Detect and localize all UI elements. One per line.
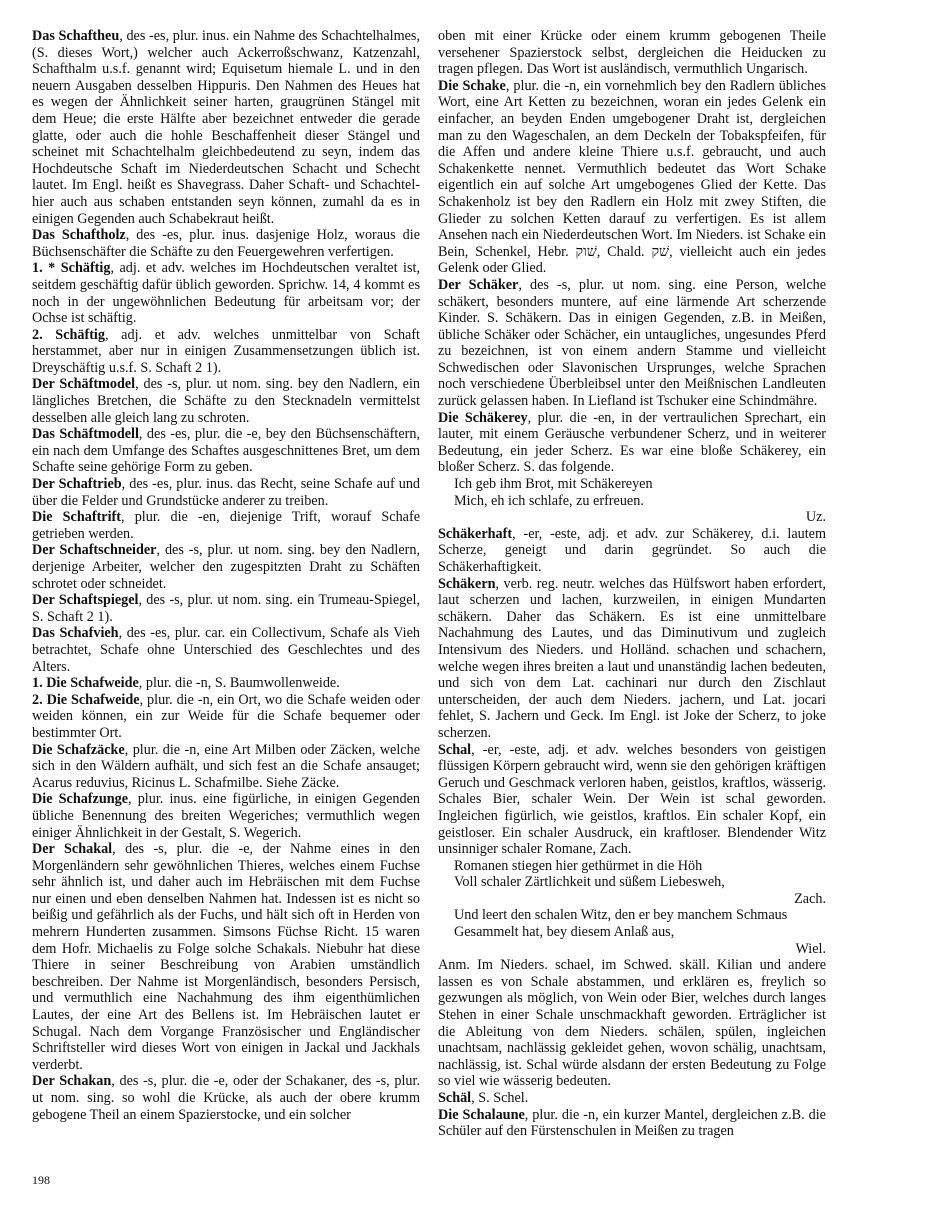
headword: 1. * Schäftig [32,260,111,277]
dictionary-entry [32,625,420,675]
dictionary-entry [32,426,420,476]
dictionary-entry [32,28,420,227]
headword: Das Schäftmodell [32,426,139,443]
definition: , des -s, plur. ut nom. sing. ein Trumeau-Spiegel, S. Schaft 2 1). [32,592,421,625]
definition: , plur. inus. eine figürliche, in einigen Gegenden übliche Benennung des breiten Wegeriches; vermuthlich wegen einiger Ähnlichkeit in der Gestalt, S. Wegerich. [32,791,420,841]
definition: , -er, -este, adj. et adv. welches besonders von geistigen flüssigen Körpern gebraucht wird, wenn sie den gehörigen kräftigen Geruch und Geschmack verloren haben, geistlos, kraftlos, wässerig. Schales Bier, schaler Wein. Der Wein ist schal geworden. Ingleichen figürlich, wie geistlos, kraftlos. Ein schaler Kopf, ein geistloser. Ein schaler Ausdruck, ein kraftloser. Blendender Witz unsinniger schaler Romane, Zach. [438,741,826,858]
definition: , des -s, plur. die -e, der Nahme eines in den Morgenländern sehr gewöhnlichen Thieres, welches einem Fuchse sehr ähnlich ist, und daher auch im Hebräischen mit dem Fuchse nur einen und eben denselben Nahmen hat. Indessen ist es nicht so beißig und gefährlich als der Fuchs, und hält sich oft in Herden von mehrern Hunderten zusammen. Simsons Füchse Richt. 15 waren dem Hofr. Michaelis zu Folge solche Schakals. Niebuhr hat diese Thiere in seiner Beschreibung von Arabien umständlich beschreiben. Der Nahme ist Morgenländisch, besonders Persisch, und vermuthlich eine Nachahmung des ihm eigenthümlichen Lautes, der eine Art des Bellens ist. Im Hebräischen lautet er Schugal. Nach dem Vorgange Französischer und Engländischer Schriftsteller wird dieses Wort von einigen in Jackal und Jackhals verderbt. [32,841,420,1073]
headword: Schal [438,741,472,758]
definition: , S. Schel. [471,1090,529,1106]
headword: Die Schalaune [438,1106,525,1123]
definition: , plur. die -n, eine Art Milben oder Zäcken, welche sich in den Wäldern aufhält, und sich fest an die Schafe ansauget; Acarus reduvius, Ricinus L. Schafmilbe. Siehe Zäcke. [32,741,420,791]
dictionary-entry [32,841,420,1073]
verse-line: Ich geb ihm Brot, mit Schäkereyen [454,476,653,493]
definition: , des -s, plur. ut nom. sing. eine Person, welche schäkert, besonders muntere, auf eine lärmende Art scherzende Kinder. S. Schäkern. Das in einigen Gegenden, z.B. in Meißen, übliche Schäker oder Schächer, ein untaugliches, ungesundes Pferd zu bezeichnen, ist von einem andern Stamme und vielleicht Schwedischen oder Slavonischen Ursprunges, welche Sprachen noch verschiedene Überbleibsel unter den Meißnischen Landleuten zurück gelassen haben. In Liefland ist Tschuker eine Schindmähre. [438,276,827,410]
headword: Schäkerhaft [438,525,513,542]
dictionary-entry [32,260,420,326]
headword: Der Schaftschneider [32,542,157,559]
definition: , des -es, plur. inus. dasjenige Holz, woraus die Büchsenschäfter die Schäfte zu den Feuergewehren verfertigen. [32,227,420,260]
dictionary-entry [438,277,826,410]
headword: Schäkern [438,575,496,592]
annotation-note: Anm. Im Nieders. schael, im Schwed. skäll. Kilian und andere lassen es von Schale abstammen, und erklären es, freylich so gezwungen als möglich, von Wein oder Bier, welches durch langes Stehen in einer Schale unschmackhaft geworden. Erträglicher ist die Ableitung von dem Nieders. schälen, spülen, ingleichen unachtsam, nachlässig gekleidet gehen, wovon schälig, unachtsam, nachlässig, ist. Schal würde alsdann der ersten Bedeutung zu Folge so viel wie wässerig bedeuten. [438,957,826,1090]
dictionary-entry [32,476,420,509]
definition: , des -s, plur. die -e, oder der Schakaner, des -s, plur. ut nom. sing. so wohl die Krücke, als auch der obere krumm gebogene Theil an einem Spazierstocke, und ein solcher [32,1073,420,1123]
headword: Das Schaftholz [32,227,126,244]
verse-line: Und leert den schalen Witz, den er bey manchem Schmaus [454,907,788,924]
left-column [32,28,420,1123]
definition: , adj. et adv. welches im Hochdeutschen veraltet ist, seitdem geschäftig dafür üblich geworden. Sprichw. 14, 4 kommt es noch in der ungewöhnlichen Bedeutung für arbeitsam vor; der Ochse ist schäftig. [32,260,420,327]
headword: Das Schaftheu [32,28,120,44]
definition: , plur. die -n, S. Baumwollenweide. [138,675,340,692]
dictionary-entry [32,791,420,841]
dictionary-entry [32,542,420,592]
dictionary-entry [32,592,420,625]
definition: , des -es, plur. car. ein Collectivum, Schafe als Vieh betrachtet, Schafe ohne Unterschied des Geschlechtes und des Alters. [32,625,420,675]
definition: , des -s, plur. ut nom. sing. bey den Nadlern, ein längliches Bretchen, die Schäfte zu den Stecknadeln vermittelst desselben alle gleich lang zu schroten. [32,376,420,426]
dictionary-entry [32,1073,420,1123]
definition: , plur. die -en, diejenige Trift, worauf Schafe getrieben werden. [32,509,420,542]
dictionary-entry [32,509,420,542]
right-column [438,28,826,1140]
dictionary-entry [32,227,420,260]
dictionary-entry [438,526,826,576]
definition: , des -es, plur. inus. ein Nahme des Schachtelhalmes, (S. dieses Wort,) welcher auch Ackerroßschwanz, Katzenzahl, Schafthalm u.s.f. genannt wird; Equisetum hiemale L. und in den neuern Ausgaben desselben Hippuris. Den Nahmen des Heues hat es wegen der Ähnlichkeit seiner harten, graugrünen Stängel mit dem Heue; die erste Hälfte aber bezeichnet entweder die gerade glatte, oder auch die hohle Beschaffenheit dieser Stängel und scheinet mit Schachtelhalm gleichbedeutend zu seyn, indem das Hochdeutsche Schaft im Niederdeutschen Schacht und Schecht lautet. Im Engl. heißt es Shavegrass. Daher Schaft- und Schachtel- hier auch aus schaben entstanden seyn können, zumahl da es in einigen Gegenden auch Schabekraut heißt. [32,28,420,227]
dictionary-entry [32,675,420,692]
headword: Der Schakal [32,841,113,858]
definition: , des -es, plur. inus. das Recht, seine Schafe auf und über die Felder und Grundstücke anderer zu treiben. [32,476,421,509]
definition: , plur. die -n, ein Ort, wo die Schafe weiden oder weiden können, ein zur Weide für die Schafe bequemer oder bestimmter Ort. [32,691,420,741]
verse-line: Voll schaler Zärtlichkeit und süßem Liebesweh, [454,874,725,891]
verse-line: Gesammelt hat, bey diesem Anlaß aus, [454,924,675,941]
headword: 2. Schäftig [32,326,105,343]
definition: , verb. reg. neutr. welches das Hülfswort haben erfordert, laut scherzen und lachen, kurzweilen, in einigen Mundarten schäkern. Daher das Schäkern. Es ist eine unmittelbare Nachahmung des Lautes, und das Diminutivum und zugleich Intensivum des Nieders. und Holländ. schachen und schachern, welche wegen ihres breiten a laut und unanständig lachen bedeuten, und sich von dem Lat. cachinari nur durch den Zischlaut unterscheiden, der auch dem Nieders. jachern, und Lat. jocari fehlet, S. Jachern und Geck. Im Engl. ist Joke der Scherz, to joke scherzen. [438,575,826,741]
dictionary-entry [32,327,420,377]
quote-attribution: Zach. [794,890,826,907]
headword: Die Schafzunge [32,791,128,808]
headword: Die Schaftrift [32,509,121,526]
verse-line: Mich, eh ich schlafe, zu erfreuen. [454,492,644,509]
headword: Der Schäker [438,276,519,293]
quote-attribution: Wiel. [795,940,826,957]
headword: Der Schaftspiegel [32,592,139,609]
headword: Schäl [438,1090,472,1106]
dictionary-entry [438,410,826,476]
definition: , plur. die -n, ein vornehmlich bey den Radlern übliches Wort, eine Art Ketten zu bezeichnen, woran ein jedes Gelenk ein einfacher, an beyden Enden umgebogener Draht ist, dergleichen man zu den Wageschalen, an dem Deckeln der Tobakspfeifen, für die Affen und andere kleine Thiere u.s.f. gebraucht, und auch Schakenkette nennet. Vermuthlich bedeutet das Wort Schake eigentlich ein auf solche Art umgebogenes Glied der Kette. Das Schakenholz ist bey den Radlern ein Holz mit zwey Stiften, die Glieder zu solchen Ketten darauf zu verfertigen. Es ist allem Ansehen nach ein Niederdeutschen Wort. Im Nieders. ist Schake ein Bein, Schenkel, Hebr. שׁוק, Chald. שׁק, vielleicht auch ein jedes Gelenk oder Glied. [438,77,827,277]
page-number: 198 [32,1173,50,1187]
headword: 1. Die Schafweide [32,675,139,692]
continuation-text: oben mit einer Krücke oder einem krumm gebogenen Theile versehener Spazierstock selbst, dergleichen die Heiducken zu tragen pflegen. Das Wort ist ausländisch, vermuthlich Ungarisch. [438,28,826,78]
headword: Das Schafvieh [32,625,119,642]
definition: , -er, -este, adj. et adv. zur Schäkerey, d.i. lautem Scherze, geneigt und darin gegründet. So auch die Schäkerhaftigkeit. [438,525,826,575]
quote-attribution: Uz. [805,509,826,526]
headword: 2. Die Schafweide [32,691,140,708]
dictionary-entry [438,1107,826,1140]
dictionary-entry [438,78,826,277]
definition: , adj. et adv. welches unmittelbar von Schaft herstammet, aber nur in einigen Zusammensetzungen üblich ist. Dreyschäftig u.s.f. S. Schaft 2 1). [32,326,420,376]
dictionary-entry [438,1090,826,1107]
headword: Der Schakan [32,1073,112,1090]
headword: Der Schaftrieb [32,476,122,493]
dictionary-entry [32,692,420,742]
definition: , plur. die -en, in der vertraulichen Sprechart, ein lauter, mit einem Geräusche verbundener Scherz, und in weiterer Bedeutung, ein jeder Scherz. Es war eine bloße Schäkerey, ein bloßer Scherz. S. das folgende. [438,409,827,476]
dictionary-entry [438,576,826,742]
headword: Die Schafzäcke [32,741,125,758]
headword: Die Schäkerey [438,409,528,426]
dictionary-entry [32,742,420,792]
headword: Die Schake [438,77,506,94]
definition: , des -s, plur. ut nom. sing. bey den Nadlern, derjenige Arbeiter, welcher den zugespitzten Draht zu Schäften schrotet oder schneidet. [32,542,420,592]
dictionary-entry [438,742,826,858]
definition: , plur. die -n, ein kurzer Mantel, dergleichen z.B. die Schüler auf den Fürstenschulen in Meißen zu tragen [438,1106,826,1140]
verse-line: Romanen stiegen hier gethürmet in die Höh [454,857,703,874]
definition: , des -es, plur. die -e, bey den Büchsenschäftern, ein nach dem Umfange des Schaftes ausgeschnittenes Bret, um dem Schafte seine gehörige Form zu geben. [32,426,420,476]
headword: Der Schäftmodel [32,376,136,393]
dictionary-entry [32,376,420,426]
